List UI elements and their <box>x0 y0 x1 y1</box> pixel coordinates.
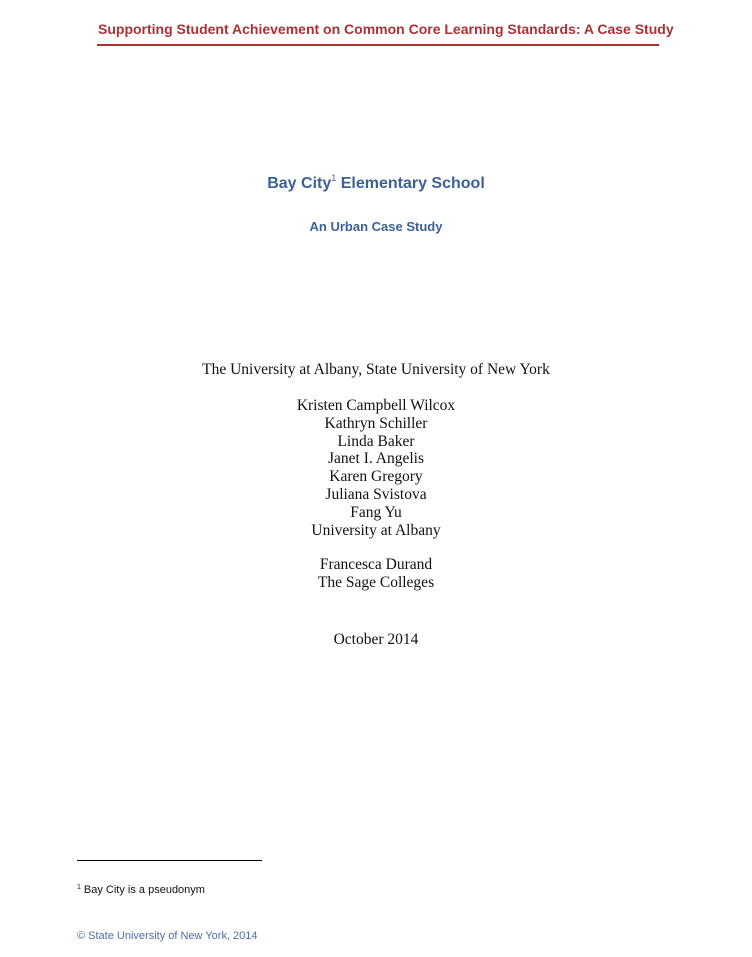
title-footnote-marker[interactable]: 1 <box>331 173 337 183</box>
title-text-before: Bay City <box>267 175 332 192</box>
author-list <box>0 397 752 539</box>
institution-line <box>0 361 752 379</box>
document-subtitle: An Urban Case Study <box>309 219 443 234</box>
author-line: Linda Baker <box>337 432 415 450</box>
date-text: October 2014 <box>333 631 419 648</box>
author-list-second <box>0 556 752 592</box>
author-affiliation: University at Albany <box>311 521 441 539</box>
footnote-text: Bay City is a pseudonym <box>83 884 205 896</box>
author-line: Kathryn Schiller <box>324 414 428 432</box>
footnote-rule <box>77 860 262 861</box>
header-rule <box>97 44 659 46</box>
author-line: Fang Yu <box>350 503 402 521</box>
author-line: Juliana Svistova <box>325 485 427 503</box>
author-line: Francesca Durand <box>319 556 433 573</box>
title-text-after: Elementary School <box>336 175 485 192</box>
author-line: Janet I. Angelis <box>328 450 424 468</box>
author-line: Karen Gregory <box>329 468 423 486</box>
institution-name: The University at Albany, State University of New York <box>202 361 550 378</box>
copyright-notice: © State University of New York, 2014 <box>77 930 258 942</box>
footnote <box>77 884 205 896</box>
document-title <box>0 175 752 193</box>
publication-date <box>0 631 752 649</box>
author-line: Kristen Campbell Wilcox <box>296 397 456 414</box>
author-affiliation: The Sage Colleges <box>317 573 435 591</box>
footnote-marker: 1 <box>77 884 81 891</box>
running-header: Supporting Student Achievement on Common Core Learning Standards: A Case Study <box>98 21 674 37</box>
